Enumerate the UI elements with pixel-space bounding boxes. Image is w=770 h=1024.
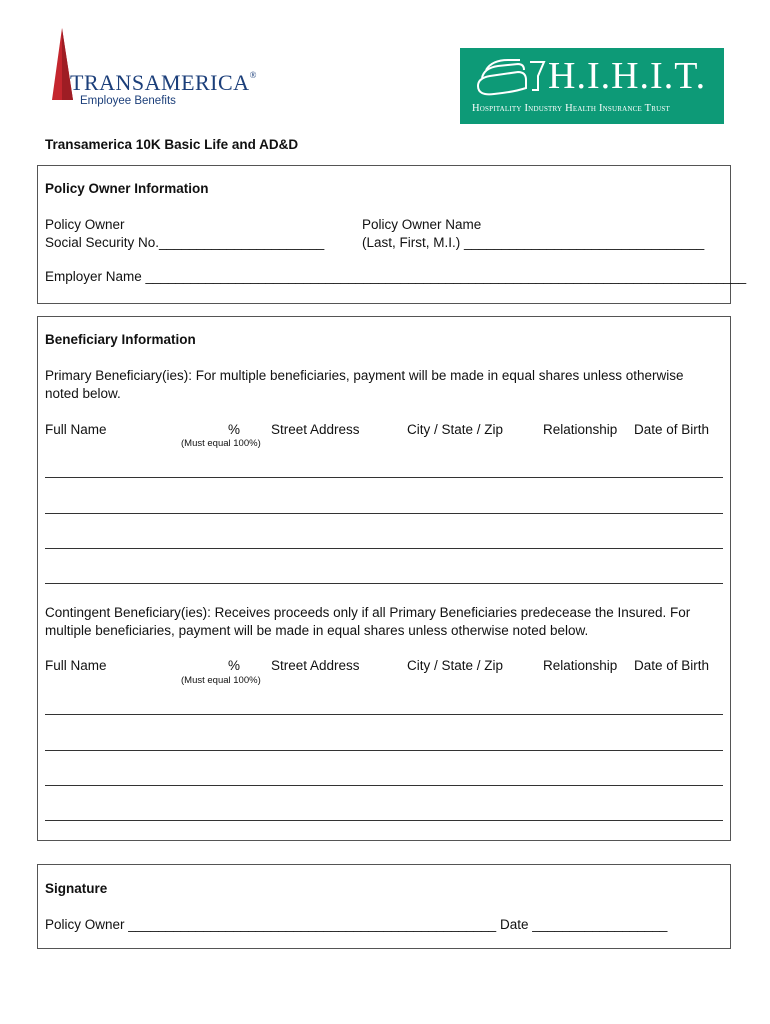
contingent-col-full-name: Full Name — [45, 658, 107, 673]
signature-owner-line[interactable]: _________________________________________________ — [128, 917, 497, 932]
primary-beneficiary-line-2[interactable] — [45, 513, 723, 514]
policy-owner-heading: Policy Owner Information — [45, 181, 209, 196]
primary-col-full-name: Full Name — [45, 422, 107, 437]
contingent-instructions-line-1: Contingent Beneficiary(ies): Receives proceeds only if all Primary Beneficiaries predecease the Insured. For — [45, 605, 691, 620]
ssn-line[interactable]: ______________________ — [159, 235, 325, 250]
ssn-field[interactable] — [45, 235, 324, 250]
contingent-beneficiary-line-3[interactable] — [45, 785, 723, 786]
primary-col-relationship: Relationship — [543, 422, 618, 437]
signature-section — [37, 864, 731, 949]
primary-beneficiary-line-1[interactable] — [45, 477, 723, 478]
employer-line[interactable]: ________________________________________________________________________________ — [145, 269, 747, 284]
ssn-label: Social Security No. — [45, 235, 160, 250]
signature-date-line[interactable]: __________________ — [532, 917, 668, 932]
contingent-beneficiary-line-4[interactable] — [45, 820, 723, 821]
owner-name-line[interactable]: ________________________________ — [464, 235, 705, 250]
primary-col-city: City / State / Zip — [407, 422, 504, 437]
contingent-col-city: City / State / Zip — [407, 658, 504, 673]
hihit-towel-glass-icon — [474, 56, 546, 98]
contingent-col-street: Street Address — [271, 658, 360, 673]
signature-date-label: Date — [499, 917, 529, 932]
contingent-col-must-equal: (Must equal 100%) — [181, 675, 261, 686]
contingent-col-percent: % — [228, 658, 241, 673]
owner-name-field[interactable] — [362, 235, 704, 250]
policy-owner-label: Policy Owner — [45, 217, 125, 232]
contingent-instructions-line-2: multiple beneficiaries, payment will be made in equal shares unless otherwise noted below. — [45, 623, 589, 638]
document-title: Transamerica 10K Basic Life and AD&D — [45, 137, 299, 152]
primary-col-dob: Date of Birth — [634, 422, 710, 437]
employer-field[interactable] — [45, 269, 746, 284]
registered-mark: ® — [249, 70, 257, 80]
owner-name-label: Policy Owner Name — [362, 217, 482, 232]
owner-name-format-label: (Last, First, M.I.) — [362, 235, 461, 250]
primary-instructions-line-1: Primary Beneficiary(ies): For multiple beneficiaries, payment will be made in equal shares unless otherwise — [45, 368, 684, 383]
hihit-logo-subtitle: Hospitality Industry Health Insurance Trust — [472, 103, 670, 114]
signature-heading: Signature — [45, 881, 108, 896]
primary-instructions-line-2: noted below. — [45, 386, 121, 401]
contingent-col-dob: Date of Birth — [634, 658, 710, 673]
hihit-logo-text: H.I.H.I.T. — [548, 55, 707, 97]
beneficiary-section — [37, 316, 731, 841]
employer-label: Employer Name — [45, 269, 142, 284]
beneficiary-heading: Beneficiary Information — [45, 332, 196, 347]
primary-col-street: Street Address — [271, 422, 360, 437]
signature-field[interactable] — [45, 917, 667, 932]
transamerica-logo-text: TRANSAMERICA® — [70, 70, 257, 95]
primary-beneficiary-line-3[interactable] — [45, 548, 723, 549]
contingent-beneficiary-line-2[interactable] — [45, 750, 723, 751]
primary-beneficiary-line-4[interactable] — [45, 583, 723, 584]
contingent-col-relationship: Relationship — [543, 658, 618, 673]
primary-col-must-equal: (Must equal 100%) — [181, 438, 261, 449]
primary-col-percent: % — [228, 422, 241, 437]
signature-owner-label: Policy Owner — [45, 917, 125, 932]
contingent-beneficiary-line-1[interactable] — [45, 714, 723, 715]
transamerica-subtitle: Employee Benefits — [80, 95, 176, 107]
